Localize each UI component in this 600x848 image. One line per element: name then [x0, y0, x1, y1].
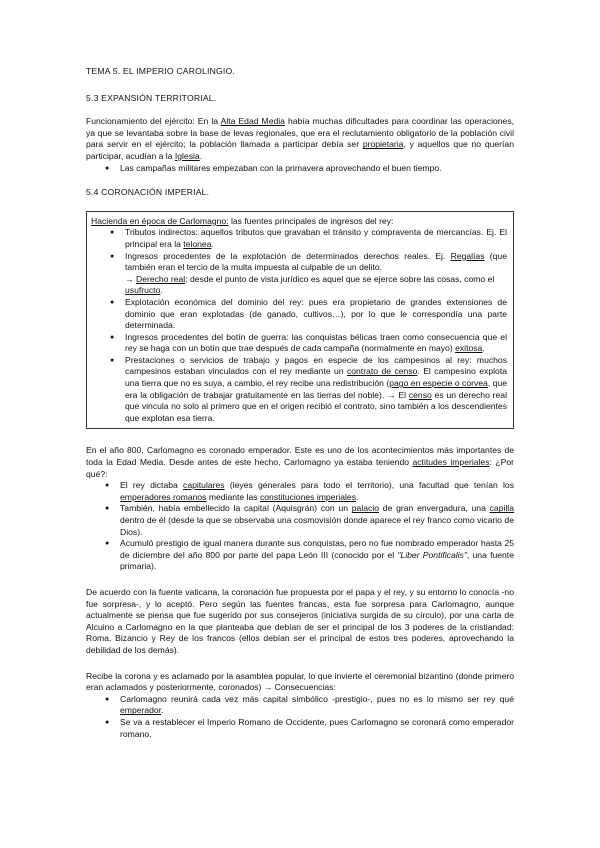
- list-item: ● Explotación económica del dominio del rey: pues era propietario de grandes extensiones de dominio que eran explotadas (de ganado, cultivos…), por lo que le correspondía una parte determinada.: [91, 297, 507, 332]
- section-heading-5-3: 5.3 EXPANSIÓN TERRITORIAL.: [86, 92, 217, 103]
- hacienda-box: [86, 211, 514, 430]
- box-intro: Hacienda en época de Carlomagno: las fuentes principales de ingresos del rey:: [91, 215, 394, 226]
- list-item: ● El rey dictaba capitulares (leyes generales para todo el territorio), una facultad que tenían los emperadores romanos mediante las constituciones imperiales.: [86, 480, 514, 503]
- list-item: ● Tributos indirectos: aquellos tributos que gravaban el tránsito y compraventa de mercancías. Ej. El principal era la telonea.: [91, 227, 507, 250]
- paragraph-corona: Recibe la corona y es aclamado por la asamblea popular, lo que invierte el ceremonial bizantino (donde primero eran aclamados y posteriormente, coronados) → Consecuencias:: [86, 670, 514, 693]
- list-item: ● También, había embellecido la capital (Aquisgrán) con un palacio de gran envergadura, una capilla dentro de él (desde la que se observaba una cosmovisión donde aparece el rey franco como vicario de Dios).: [86, 503, 514, 538]
- list-item: ● Se va a restablecer el Imperio Romano de Occidente, pues Carlomagno se coronará como emperador romano.: [86, 717, 514, 740]
- list-item: ● Las campañas militares empezaban con la primavera aprovechando el buen tiempo.: [86, 163, 514, 175]
- paragraph-ejercito: Funcionamiento del ejército: En la Alta Edad Media había muchas dificultades para coordinar las operaciones, ya que se levantaba sobre la base de levas regionales, que era el reclutamiento obligatorio de la población civil para servir en el ejército; la población llamada a participar debía ser propietaria, y aquellos que no querían participar, acudían a la Iglesia.: [86, 116, 515, 161]
- list-item: ● Ingresos procedentes del botín de guerra: las conquistas bélicas traen como consecuencia que el rey se haga con un botín que trae después de cada campaña (normalmente en mayo) exitosa.: [91, 332, 507, 355]
- document-page: [86, 66, 514, 740]
- derecho-real-note: → Derecho real: desde el punto de vista jurídico es aquel que se ejerce sobre las cosas, como el usufructo.: [125, 273, 495, 296]
- list-item: ● Acumuló prestigio de igual manera durante sus conquistas, pero no fue nombrado emperador hasta 25 de diciembre del año 800 por parte del papa León III (conocido por el "Liber Pontificalis", una fuente primaria).: [86, 538, 514, 573]
- paragraph-fuente-vaticana: De acuerdo con la fuente vaticana, la coronación fue propuesta por el papa y el rey, y su entorno lo conocía -no fue sorpresa-, y lo aceptó. Pero según las fuentes francas, esta fue sorpresa para Carlomagno, aunque actualmente se piensa que fue sugerido por sus consejeros (iniciativa surgida de su círculo), por una carta de Alcuino a Carlomagno en la que planteaba que debían de ser el principal de los 3 poderes de la cristiandad: Roma, Bizancio y Rey de los francos (ellos debían ser el principal de estos tres poderes, aprovechando la debilidad de los demás).: [86, 586, 514, 655]
- page-title: TEMA 5. EL IMPERIO CAROLINGIO.: [86, 66, 235, 76]
- list-item: ● Ingresos procedentes de la explotación de determinados derechos reales. Ej. Regalías (que también eran el tercio de la multa impuesta al culpable de un delito.: [91, 251, 507, 274]
- paragraph-800: En el año 800, Carlomagno es coronado emperador. Este es uno de los acontecimientos más importantes de toda la Edad Media. Desde antes de este hecho, Carlomagno ya estaba teniendo actitudes imperiales: ¿Por qué?:: [86, 445, 514, 479]
- list-item: ● Carlomagno reunirá cada vez más capital simbólico -prestigio-, pues no es lo mismo ser rey qué emperador.: [86, 694, 514, 717]
- list-item: ● Prestaciones o servicios de trabajo y pagos en especie de los campesinos al rey: muchos campesinos estaban vinculados con el rey mediante un contrato de censo. El campesino explota una tierra que no es suya, a cambio, el rey recibe una redistribución (pago en especie o corvea, que era la obligación de trabajar gratuitamente en las tierras del noble). → El censo es un derecho real que vincula no solo al primero que en el origen recibió el contrato, sino también a los descendientes que explotan esa tierra.: [91, 355, 507, 425]
- section-heading-5-4: 5.4 CORONACIÓN IMPERIAL.: [86, 187, 210, 198]
